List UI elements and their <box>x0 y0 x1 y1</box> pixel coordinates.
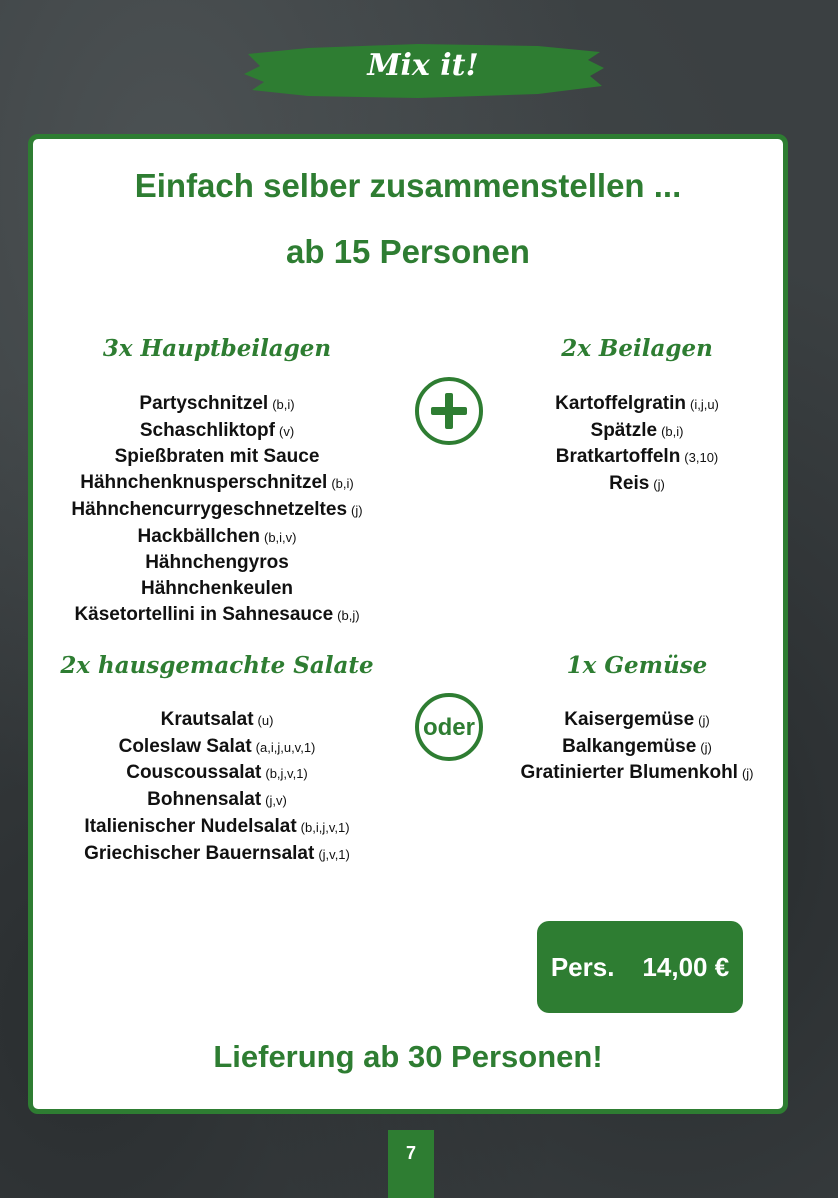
menu-item <box>47 576 387 602</box>
menu-item <box>507 418 767 445</box>
menu-item <box>47 814 387 841</box>
menu-item-name: Balkangemüse <box>562 735 697 757</box>
menu-item <box>47 707 387 734</box>
allergen-code: (3,10) <box>684 450 719 466</box>
menu-card <box>28 134 788 1114</box>
menu-item <box>507 391 767 418</box>
menu-item <box>47 470 387 497</box>
menu-item-name: Käsetortellini in Sahnesauce <box>74 603 334 625</box>
allergen-code: (b,i) <box>661 423 684 439</box>
menu-item <box>507 444 767 471</box>
subheadline: ab 15 Personen <box>286 233 530 270</box>
menu-item-name: Partyschnitzel <box>139 393 269 414</box>
menu-item <box>47 497 387 524</box>
allergen-code: (j) <box>698 713 710 728</box>
menu-item <box>47 602 387 629</box>
menu-item <box>47 418 387 445</box>
menu-item-name: Hackbällchen <box>137 525 260 547</box>
main-dishes-title: 3x Hauptbeilagen <box>102 335 332 362</box>
menu-item-name: Griechischer Bauernsalat <box>84 842 315 864</box>
menu-item <box>47 841 387 868</box>
allergen-code: (a,i,j,u,v,1) <box>255 739 316 755</box>
salads-list <box>47 707 387 867</box>
menu-item-name: Spießbraten mit Sauce <box>114 446 320 468</box>
delivery-note: Lieferung ab 30 Personen! <box>213 1039 603 1074</box>
menu-item-name: Hähnchenknusperschnitzel <box>80 472 328 494</box>
headline: Einfach selber zusammenstellen ... <box>134 167 682 204</box>
menu-item-name: Hähnchengyros <box>145 552 289 574</box>
allergen-code: (b,j,v,1) <box>265 766 308 782</box>
menu-item <box>47 734 387 761</box>
vegetables-title: 1x Gemüse <box>566 652 708 679</box>
allergen-code: (u) <box>257 713 274 728</box>
menu-item <box>497 734 777 761</box>
allergen-code: (j) <box>700 739 712 755</box>
salads-title: 2x hausgemachte Salate <box>60 652 374 679</box>
menu-item <box>47 760 387 787</box>
page-number: 7 <box>388 1130 434 1198</box>
allergen-code: (j) <box>351 502 363 518</box>
menu-item <box>47 391 387 418</box>
allergen-code: (b,i) <box>331 476 354 492</box>
allergen-code: (b,i) <box>272 397 295 412</box>
allergen-code: (b,i,j,v,1) <box>300 819 350 835</box>
main-dishes-list <box>47 391 387 628</box>
oder-badge <box>415 693 483 761</box>
menu-item-name: Couscoussalat <box>126 762 262 784</box>
allergen-code: (v) <box>278 423 295 439</box>
oder-label: oder <box>422 714 475 741</box>
menu-item-name: Hähnchencurrygeschnetzeltes <box>71 498 348 520</box>
menu-item-name: Bratkartoffeln <box>555 446 681 468</box>
allergen-code: (j,v,1) <box>318 846 350 862</box>
menu-item-name: Kartoffelgratin <box>555 393 686 414</box>
menu-item <box>497 707 777 734</box>
menu-item-name: Coleslaw Salat <box>118 735 252 757</box>
vegetables-list <box>497 707 777 787</box>
allergen-code: (b,j) <box>337 607 360 623</box>
allergen-code: (j,v) <box>265 793 287 809</box>
price-value: 14,00 € <box>642 951 730 982</box>
menu-item-name: Hähnchenkeulen <box>140 577 294 599</box>
menu-item-name: Italienischer Nudelsalat <box>84 815 297 837</box>
menu-item-name: Bohnensalat <box>147 789 262 811</box>
menu-item-name: Spätzle <box>590 419 658 441</box>
menu-item <box>507 471 767 498</box>
menu-item-name: Krautsalat <box>160 709 254 730</box>
price-box <box>537 921 743 1013</box>
allergen-code: (j) <box>741 766 754 782</box>
menu-item-name: Kaisergemüse <box>564 709 695 730</box>
sides-title: 2x Beilagen <box>561 335 713 362</box>
allergen-code: (i,j,u) <box>690 397 719 412</box>
plus-icon <box>415 377 483 445</box>
menu-item <box>47 550 387 576</box>
menu-item-name: Schaschliktopf <box>139 419 275 441</box>
sides-list <box>507 391 767 498</box>
menu-item <box>47 787 387 814</box>
menu-item <box>47 524 387 551</box>
menu-item <box>47 444 387 470</box>
allergen-code: (b,i,v) <box>264 529 297 545</box>
allergen-code: (j) <box>653 477 665 493</box>
menu-item-name: Gratinierter Blumenkohl <box>520 762 738 784</box>
title-banner <box>238 40 608 102</box>
menu-item-name: Reis <box>609 473 650 495</box>
price-label: Pers. <box>550 951 615 982</box>
banner-title: Mix it! <box>367 48 479 83</box>
menu-item <box>497 760 777 787</box>
